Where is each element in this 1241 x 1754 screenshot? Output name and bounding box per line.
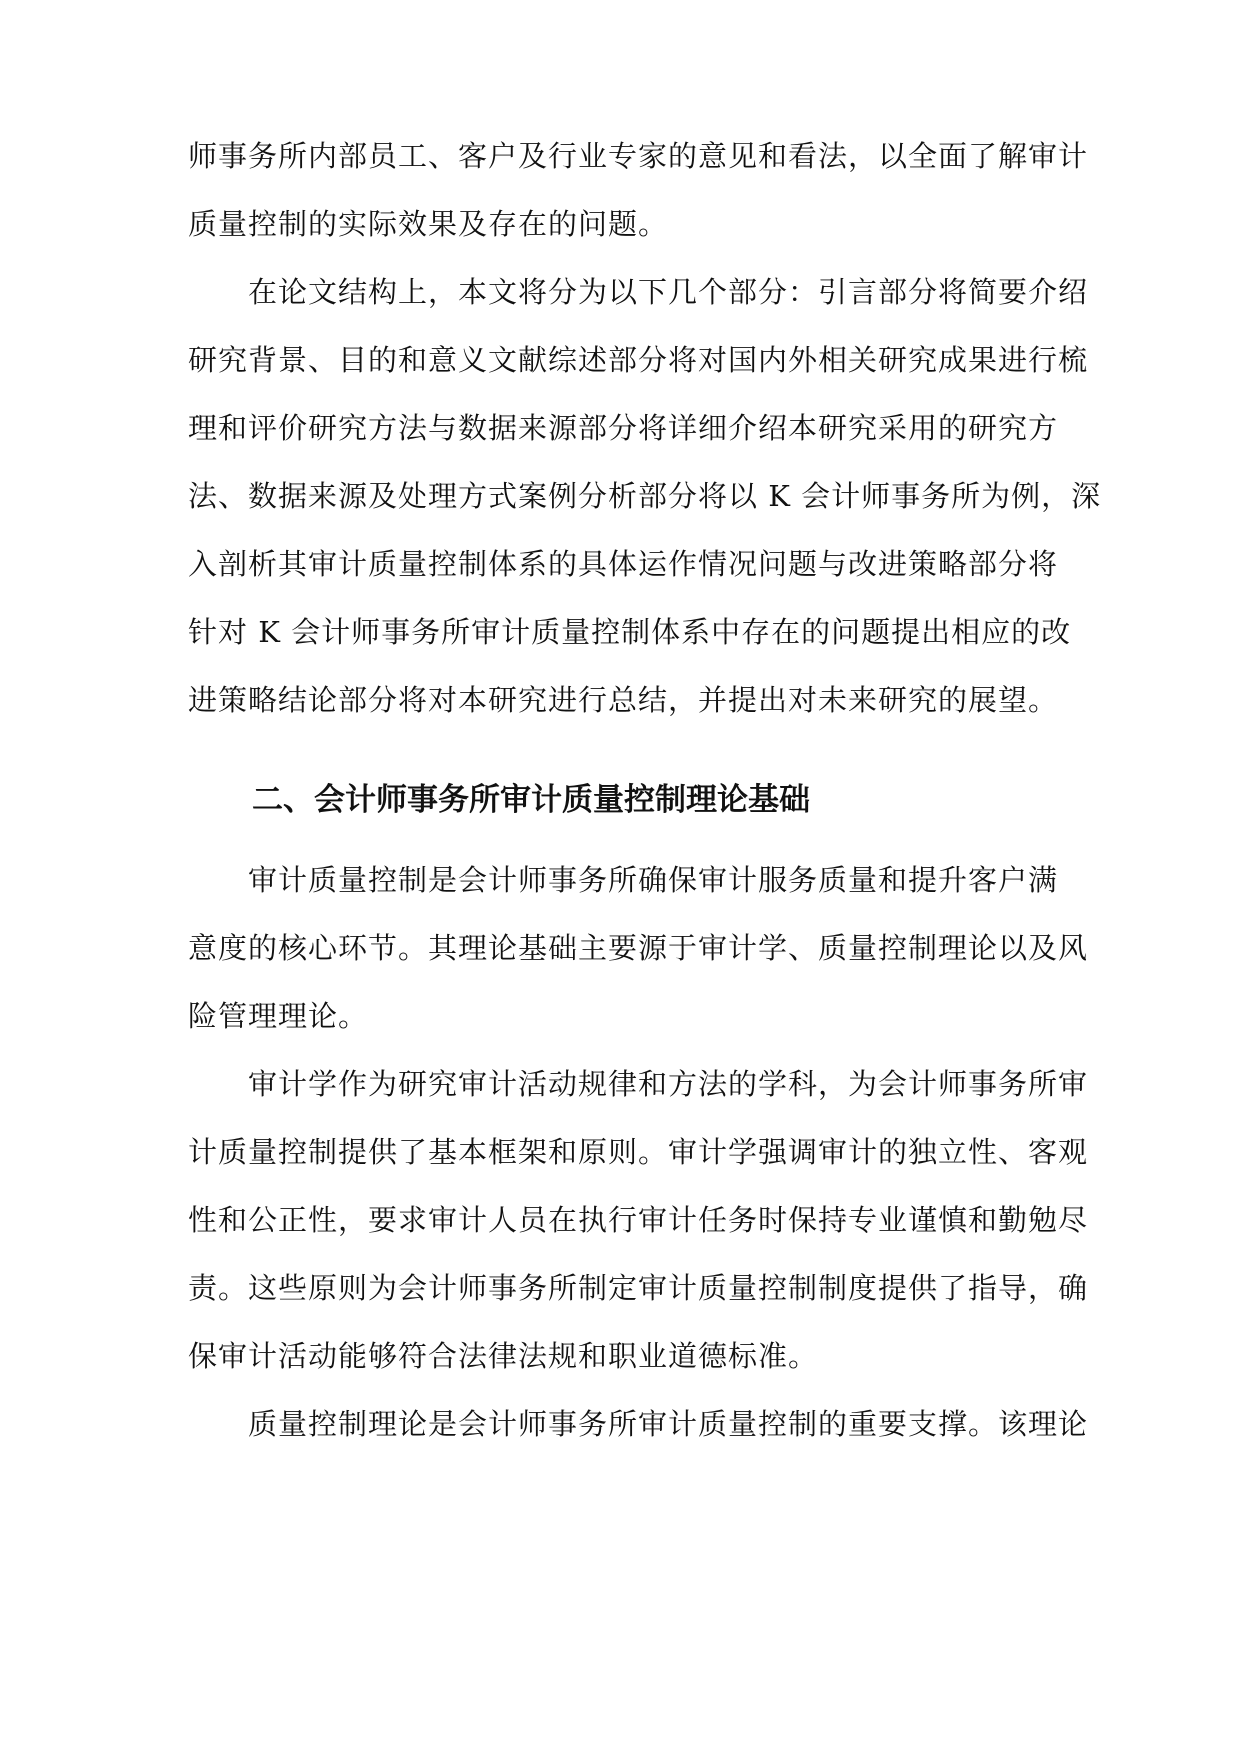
body-line-15: 性和公正性，要求审计人员在执行审计任务时保持专业谨慎和勤勉尽 xyxy=(188,1203,1089,1237)
body-line-3: 在论文结构上，本文将分为以下几个部分：引言部分将简要介绍 xyxy=(188,275,1089,309)
body-line-14: 计质量控制提供了基本框架和原则。审计学强调审计的独立性、客观 xyxy=(188,1135,1089,1169)
body-line-8: 针对 K 会计师事务所审计质量控制体系中存在的问题提出相应的改 xyxy=(188,615,1072,649)
body-line-6: 法、数据来源及处理方式案例分析部分将以 K 会计师事务所为例，深 xyxy=(188,479,1102,513)
body-line-4: 研究背景、目的和意义文献综述部分将对国内外相关研究成果进行梳 xyxy=(188,343,1089,377)
body-line-16: 责。这些原则为会计师事务所制定审计质量控制制度提供了指导，确 xyxy=(188,1271,1089,1305)
body-line-13: 审计学作为研究审计活动规律和方法的学科，为会计师事务所审 xyxy=(188,1067,1089,1101)
body-line-9: 进策略结论部分将对本研究进行总结，并提出对未来研究的展望。 xyxy=(188,683,1059,717)
body-line-18: 质量控制理论是会计师事务所审计质量控制的重要支撑。该理论 xyxy=(188,1407,1089,1441)
body-line-11: 意度的核心环节。其理论基础主要源于审计学、质量控制理论以及风 xyxy=(188,931,1089,965)
body-line-7: 入剖析其审计质量控制体系的具体运作情况问题与改进策略部分将 xyxy=(188,547,1059,581)
body-line-17: 保审计活动能够符合法律法规和职业道德标准。 xyxy=(188,1339,819,1373)
body-line-12: 险管理理论。 xyxy=(188,999,369,1033)
section-heading: 二、会计师事务所审计质量控制理论基础 xyxy=(252,782,810,818)
body-line-2: 质量控制的实际效果及存在的问题。 xyxy=(188,207,669,241)
body-line-1: 师事务所内部员工、客户及行业专家的意见和看法，以全面了解审计 xyxy=(188,139,1089,173)
body-line-10: 审计质量控制是会计师事务所确保审计服务质量和提升客户满 xyxy=(188,863,1059,897)
body-line-5: 理和评价研究方法与数据来源部分将详细介绍本研究采用的研究方 xyxy=(188,411,1059,445)
